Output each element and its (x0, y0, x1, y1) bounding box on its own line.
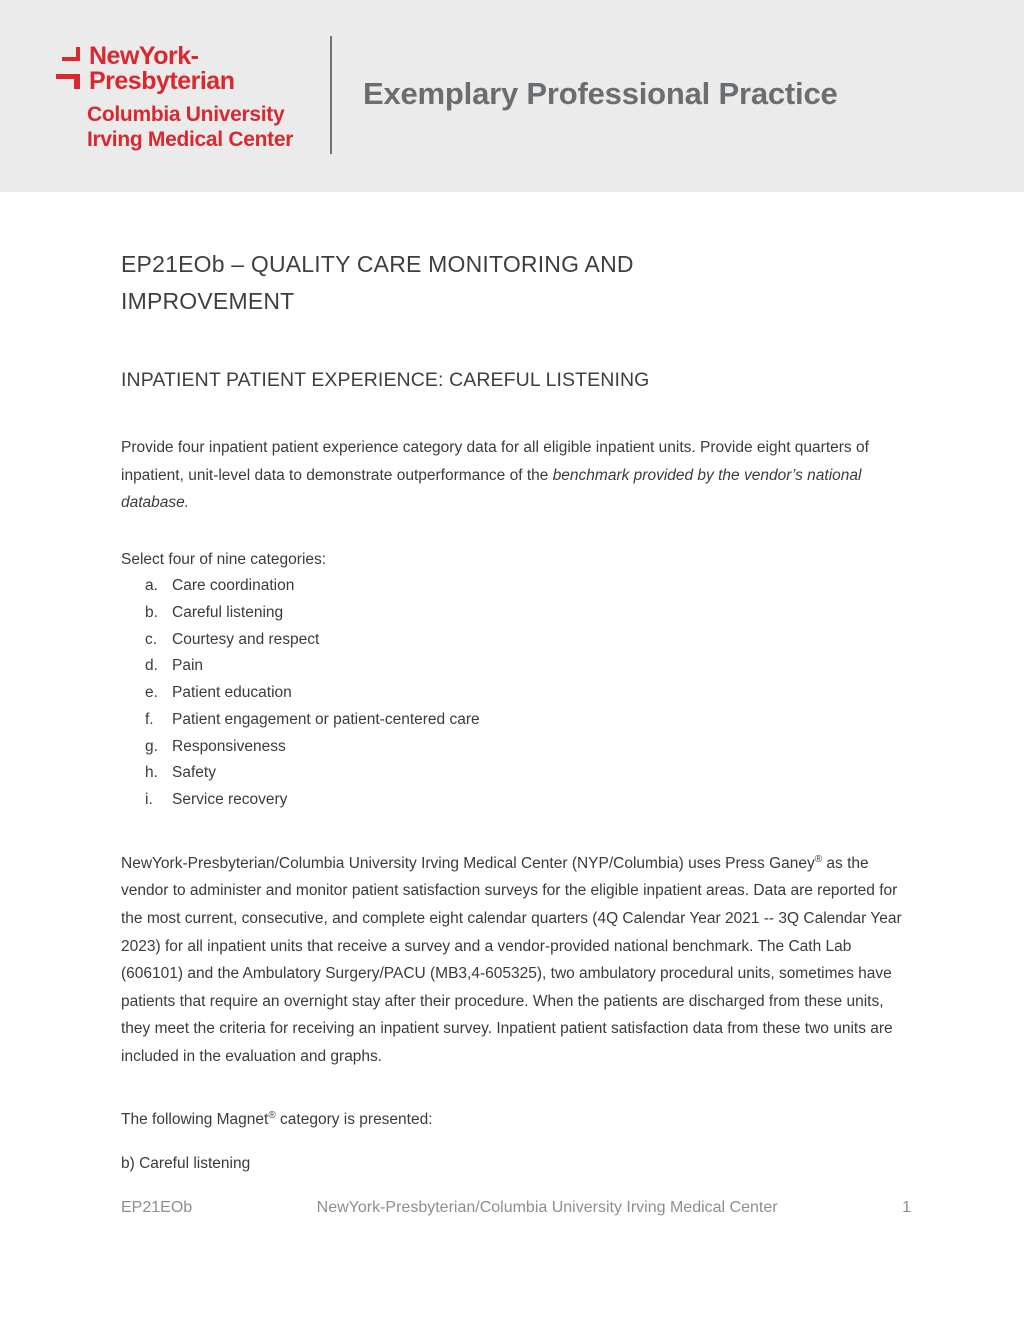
page-footer (121, 1196, 911, 1220)
list-item (145, 734, 911, 761)
list-text: Patient education (172, 684, 292, 701)
list-text: Service recovery (172, 791, 288, 808)
list-text: Courtesy and respect (172, 630, 320, 648)
list-item (145, 680, 911, 707)
section-subtitle: INPATIENT PATIENT EXPERIENCE: CAREFUL LISTENING (121, 369, 650, 391)
footer-doc-id: EP21EOb (121, 1198, 193, 1216)
list-letter: i. (145, 791, 153, 808)
list-text: Responsiveness (172, 737, 286, 755)
list-item (145, 653, 911, 680)
selected-category-line: b) Careful listening (121, 1155, 251, 1172)
magnet-category-line (121, 1106, 911, 1134)
page-header (0, 0, 1024, 192)
intro-paragraph (121, 434, 911, 517)
header-divider (330, 36, 332, 154)
list-letter: a. (145, 577, 158, 594)
list-letter: e. (145, 684, 158, 701)
list-text: Safety (172, 764, 216, 782)
magnet-text-before-trademark: The following Magnet (121, 1110, 269, 1128)
body-paragraph (121, 850, 911, 1071)
logo-line-presbyterian: Presbyterian (89, 67, 235, 95)
list-item (145, 760, 911, 787)
logo-line-irving: Irving Medical Center (87, 128, 294, 151)
nyp-logo-wordmark (89, 44, 234, 94)
list-item (145, 787, 911, 814)
page-title-line1: EP21EOb – QUALITY CARE MONITORING AND (121, 251, 634, 277)
list-letter: f. (145, 710, 154, 728)
magnet-text-after-trademark: category is presented: (275, 1110, 433, 1128)
document-body (0, 246, 1024, 1220)
body-text-after-trademark: as the vendor to administer and monitor patient satisfaction surveys for the eligible inpatient areas. Data are reported for the most current, consecutive, and complete eight calendar quarters (4Q Calendar Year 2021 -- 3Q Calendar Year 2023) for all inpatient units that receive a survey and a vendor-provided national benchmark. The Cath Lab (606101) and the Ambulatory Surgery/PACU (MB3,4-605325), two ambulatory procedural units, sometimes have patients that require an overnight stay after their procedure. When the patients are discharged from these units, they meet the criteria for receiving an inpatient survey. Inpatient patient satisfaction data from these two units are included in the evaluation and graphs. (121, 854, 902, 1065)
body-text-before-trademark: NewYork-Presbyterian/Columbia University Irving Medical Center (NYP/Columbia) uses Press Ganey (121, 854, 815, 872)
list-text: Care coordination (172, 577, 295, 594)
footer-page-number: 1 (902, 1198, 911, 1216)
page-title-line2: IMPROVEMENT (121, 288, 295, 314)
intro-regular-text: Provide four inpatient patient experience category data for all eligible inpatient units. Provide eight quarters of inpatient, unit-level data to demonstrate outperformance of the (121, 439, 869, 484)
page-title (121, 246, 911, 320)
list-text: Patient engagement or patient-centered care (172, 710, 480, 728)
nyp-logo-campus (87, 102, 293, 152)
select-heading: Select four of nine categories: (121, 550, 327, 568)
list-letter: h. (145, 764, 158, 782)
intro-italic-text: benchmark provided by the vendor’s national database. (121, 466, 862, 511)
nyp-logo-bracket-bottom-icon (56, 74, 80, 89)
list-letter: d. (145, 657, 158, 675)
registered-trademark-symbol: ® (268, 1109, 276, 1121)
list-item (145, 573, 911, 600)
list-item (145, 707, 911, 734)
list-item (145, 600, 911, 627)
logo-line-newyork: NewYork- (89, 42, 199, 70)
list-item (145, 627, 911, 654)
registered-trademark-symbol: ® (814, 853, 823, 865)
list-letter: g. (145, 737, 158, 755)
list-letter: b. (145, 603, 158, 621)
footer-org-name: NewYork-Presbyterian/Columbia University Irving Medical Center (316, 1198, 778, 1216)
list-text: Pain (172, 657, 204, 675)
list-text: Careful listening (172, 603, 284, 621)
list-letter: c. (145, 630, 158, 648)
banner-title: Exemplary Professional Practice (363, 76, 838, 111)
category-list (121, 573, 911, 814)
logo-line-columbia: Columbia University (87, 103, 285, 126)
nyp-logo-bracket-top-icon (62, 47, 80, 61)
